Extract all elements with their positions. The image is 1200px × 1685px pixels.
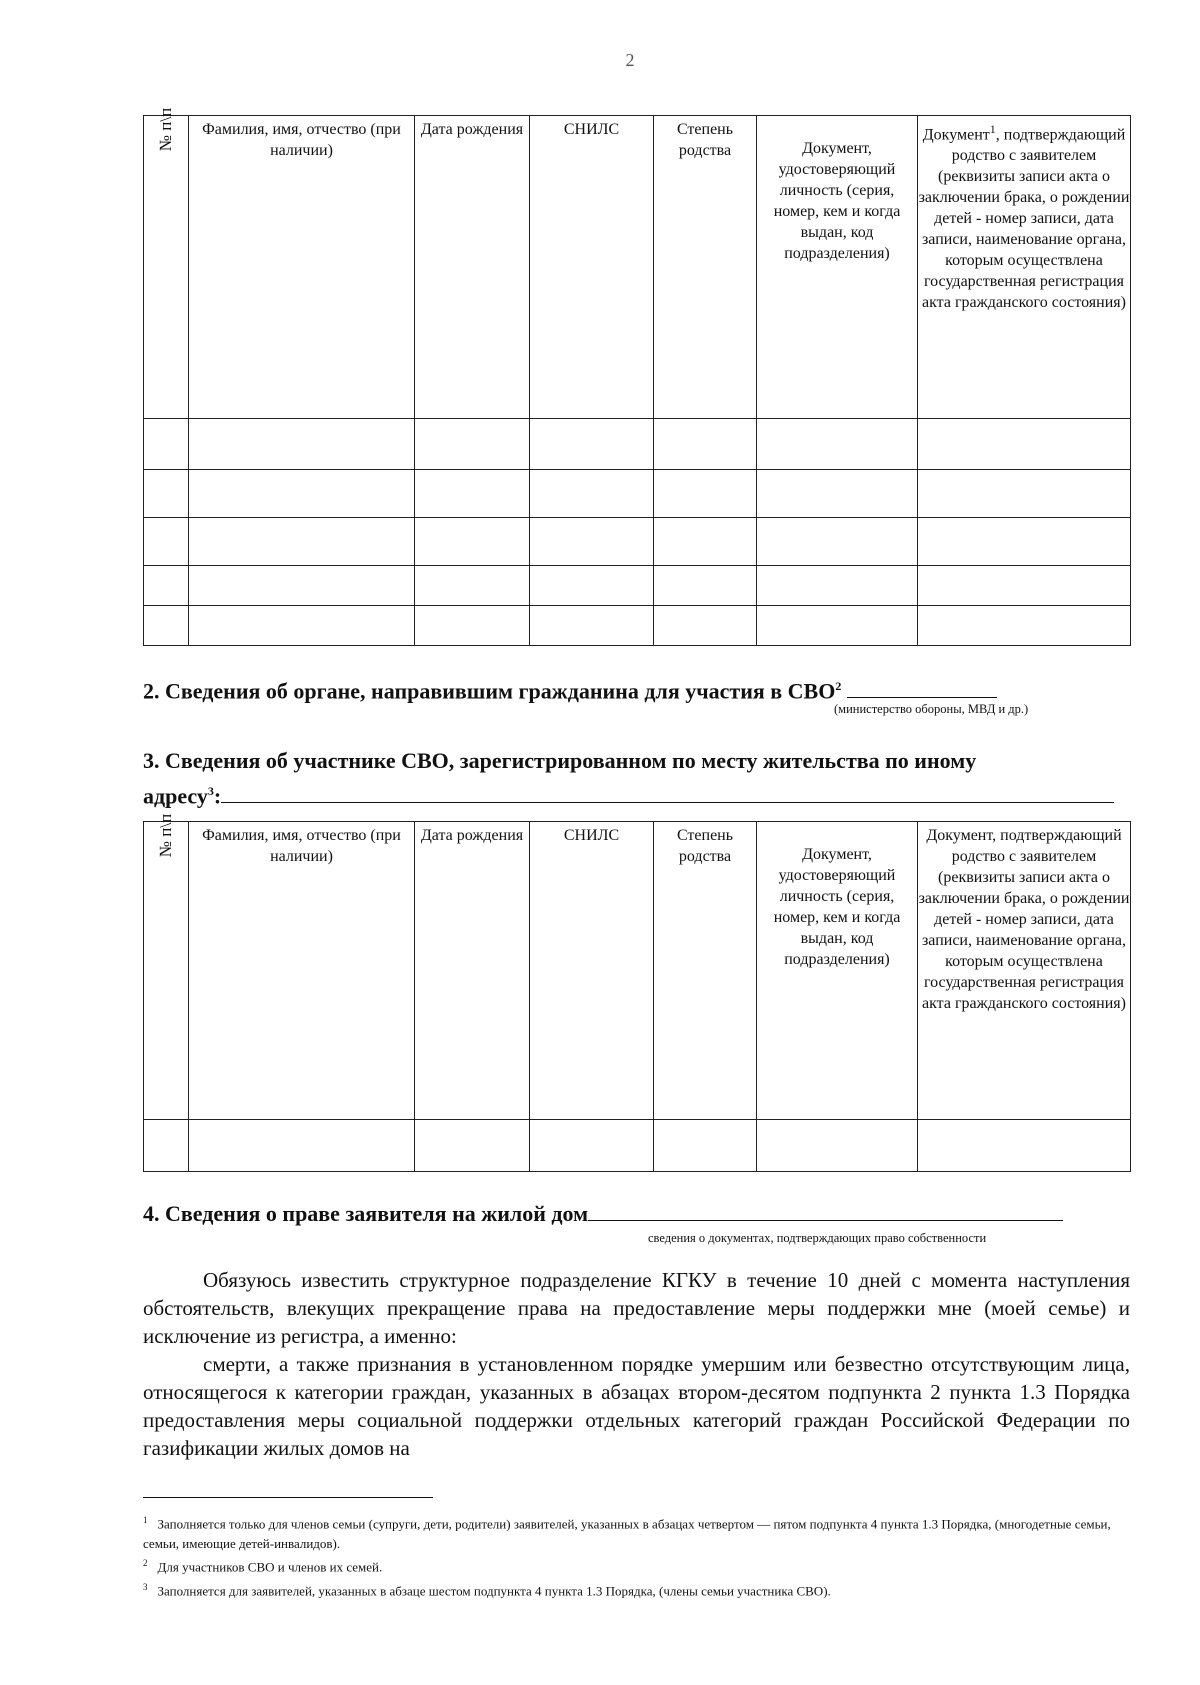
col-header-fio: Фамилия, имя, отчество (при наличии) [189, 116, 415, 419]
svo-participant-table [143, 813, 1131, 1172]
table-row [144, 419, 1131, 470]
col-header-snils: СНИЛС [530, 822, 654, 1120]
col-header-relation: Степень родства [654, 116, 757, 419]
obligation-paragraph-2: смерти, а также признания в установленном порядке умершим или безвестно отсутствующим лица, относящегося к категории граждан, указанных в абзацах втором-десятом подпункта 2 пункта 1.3 Порядка предоставления меры социальной поддержки отдельных категорий граждан Российской Федерации по газификации жилых домов на [143, 1352, 1130, 1460]
footnote-ref: 1 [989, 122, 996, 136]
col-header-birth-date: Дата рождения [415, 822, 530, 1120]
col-header-kinship-document: Документ$^1$, подтверждающий родство с заявителем (реквизиты записи акта о заключении брака, о рождении детей - номер записи, дата записи, наименование органа, которым осуществлена государственная регистрация акта гражданского состояния) [918, 116, 1131, 419]
section-3-title-line1: 3. Сведения об участнике СВО, зарегистрированном по месту жительства по иному [143, 748, 977, 773]
col-header-id-document: Документ, удостоверяющий личность (серия, номер, кем и когда выдан, код подразделения) [757, 822, 918, 1120]
footnote-separator [143, 1497, 433, 1498]
footnote-3: $^3$ Заполняется для заявителей, указанных в абзаце шестом подпункта 4 пункта 1.3 Порядка, (члены семьи участника СВО). [143, 1582, 831, 1599]
section-2-title: 2. Сведения об органе, направившим гражданина для участия в СВО$^2$ [143, 672, 997, 705]
page-number: 2 [625, 50, 635, 70]
table-row [144, 470, 1131, 518]
sending-authority-field[interactable] [847, 677, 997, 698]
footnote-ref: 3 [207, 784, 214, 798]
house-ownership-field[interactable] [588, 1200, 1063, 1221]
table-row [144, 518, 1131, 566]
col-header-id-document: Документ, удостоверяющий личность (серия, номер, кем и когда выдан, код подразделения) [757, 116, 918, 419]
table-row [144, 606, 1131, 646]
footnote-1: $^1$ Заполняется только для членов семьи (супруги, дети, родители) заявителей, указанных в абзацах четвертом — пятом подпункта 4 пункта 1.3 Порядка, (многодетные семьи, семьи, имеющие детей-инвалидов). [143, 1515, 1111, 1552]
family-members-table [143, 107, 1131, 646]
col-header-snils: СНИЛС [530, 116, 654, 419]
table-row [144, 1120, 1131, 1172]
section-4-hint: сведения о документах, подтверждающих право собственности [648, 1231, 987, 1245]
col-header-num: № п\п [144, 116, 189, 419]
col-header-birth-date: Дата рождения [415, 116, 530, 419]
footnote-2: $^2$ Для участников СВО и членов их семей. [143, 1558, 383, 1575]
footnote-ref: 2 [835, 679, 842, 693]
col-header-kinship-document: Документ, подтверждающий родство с заявителем (реквизиты записи акта о заключении брака, о рождении детей - номер записи, дата записи, наименование органа, которым осуществлена государственная регистрация акта гражданского состояния) [918, 822, 1131, 1120]
section-3-title-line2: адресу$^3$: [143, 777, 1114, 810]
section-4-title: 4. Сведения о праве заявителя на жилой дом [143, 1200, 1063, 1228]
col-header-fio: Фамилия, имя, отчество (при наличии) [189, 822, 415, 1120]
col-header-relation: Степень родства [654, 822, 757, 1120]
obligation-text [143, 1266, 1130, 1462]
col-header-num: № п\п [144, 822, 189, 1120]
section-2-hint: (министерство обороны, МВД и др.) [834, 702, 1029, 716]
svo-participant-address-field[interactable] [221, 782, 1114, 803]
table-row [144, 566, 1131, 606]
obligation-paragraph-1: Обязуюсь известить структурное подразделение КГКУ в течение 10 дней с момента наступления обстоятельств, влекущих прекращение права на предоставление меры поддержки мне (моей семье) и исключение из регистра, а именно: [143, 1268, 1130, 1348]
